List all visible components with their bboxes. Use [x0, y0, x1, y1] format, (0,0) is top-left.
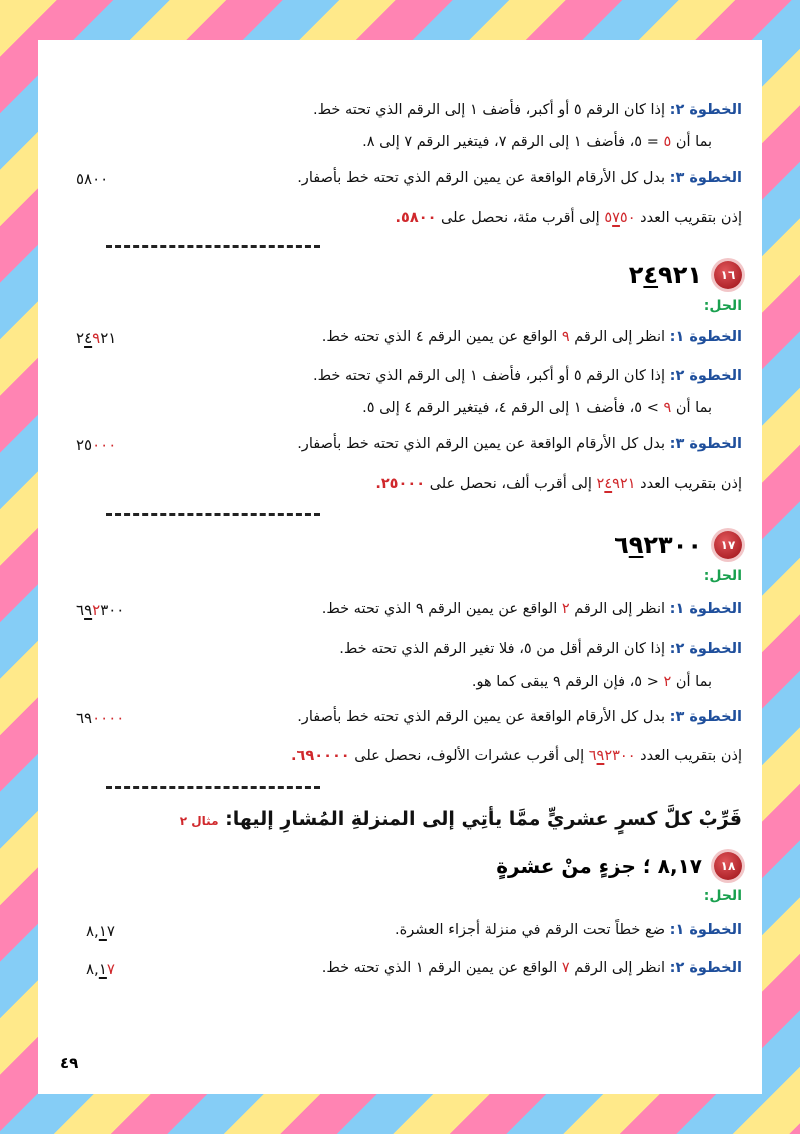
- problem-badge: ١٦: [714, 261, 742, 289]
- section-heading: [180, 808, 742, 830]
- step-label: الخطوة ٣:: [669, 170, 742, 186]
- solution-label: [56, 888, 742, 916]
- dashed-divider: [106, 513, 320, 516]
- red-digit: ٥: [663, 134, 672, 150]
- step-label: الخطوة ٣:: [669, 709, 742, 725]
- step-label: الخطوة ٣:: [669, 436, 742, 452]
- step-label: الخطوة ١:: [669, 329, 742, 345]
- problem-text: ٨,١٧ ؛ جزءٍ منْ عشرةٍ: [496, 854, 702, 878]
- step-line: [56, 709, 742, 737]
- step-label: الخطوة ٢:: [669, 102, 742, 118]
- text: الواقع عن يمين الرقم ٤ الذي تحته خط.: [321, 329, 562, 345]
- problem-17: [614, 525, 742, 565]
- problem-badge: ١٧: [714, 531, 742, 559]
- step-text: ضع خطاً تحت الرقم في منزلة أجزاء العشرة.: [395, 922, 670, 938]
- step-line: [56, 170, 742, 198]
- step-line: الخطوة ١: انظر إلى الرقم ٢ الواقع عن يمين الرقم ٩ الذي تحته خط. ٦٩٢٣٠٠: [76, 601, 742, 619]
- red-digit: ٢: [663, 674, 672, 690]
- step-line: [56, 436, 742, 464]
- explanation-line: بما أن ٩ > ٥، فأضف ١ إلى الرقم ٤، فيتغير الرقم ٤ إلى ٥.: [362, 400, 712, 416]
- step-label: الخطوة ١:: [669, 601, 742, 617]
- red-digit: ٢: [561, 601, 570, 617]
- problem-number: ٦٩٢٣٠٠: [614, 531, 702, 559]
- dashed-divider: [106, 245, 320, 248]
- text: انظر إلى الرقم: [569, 329, 670, 345]
- step-number: ٨,١٧: [86, 922, 115, 940]
- step-line: [56, 368, 742, 396]
- step-line: الخطوة ٢: انظر إلى الرقم ٧ الواقع عن يمين الرقم ١ الذي تحته خط. ٨,١٧: [86, 960, 742, 978]
- conclusion-line: [56, 210, 742, 238]
- underlined-digit: ٧: [612, 210, 620, 226]
- digit: ٥٠: [619, 210, 636, 226]
- step-label: الخطوة ٢:: [669, 960, 742, 976]
- conclusion-line: إذن بتقريب العدد ٦٩٢٣٠٠ إلى أقرب عشرات الألوف، نحصل على ٦٩٠٠٠٠.: [291, 748, 742, 764]
- step-label: الخطوة ٢:: [669, 641, 742, 657]
- step-number: ٥٨٠٠: [76, 170, 109, 188]
- example-ref: مثال ٢: [179, 814, 219, 828]
- step-text: بدل كل الأرقام الواقعة عن يمين الرقم الذي تحته خط بأصفار.: [297, 709, 670, 725]
- step-text: بدل كل الأرقام الواقعة عن يمين الرقم الذي تحته خط بأصفار.: [297, 170, 670, 186]
- solution-label: [56, 298, 742, 326]
- step-line: [56, 102, 742, 130]
- step-line: [56, 922, 742, 950]
- explanation-line: بما أن ٢ < ٥، فإن الرقم ٩ يبقى كما هو.: [471, 674, 712, 690]
- text: = ٥، فأضف ١ إلى الرقم ٧، فيتغير الرقم ٧ إلى ٨.: [362, 134, 664, 150]
- step-number: ٢٤٩٢١: [76, 329, 117, 347]
- step-number: ٦٩٢٣٠٠: [76, 601, 125, 619]
- solution-label: [56, 568, 742, 596]
- text: بما أن: [671, 134, 712, 150]
- solution-label-text: الحل:: [703, 298, 742, 314]
- step-number: ٢٥٠٠٠: [76, 436, 117, 454]
- answer: ٦٩٠٠٠٠.: [291, 748, 350, 764]
- step-text: بدل كل الأرقام الواقعة عن يمين الرقم الذي تحته خط بأصفار.: [297, 436, 670, 452]
- explanation-line: [56, 134, 712, 162]
- digit: ٥: [604, 210, 613, 226]
- step-line: [56, 329, 742, 357]
- problem-badge: ١٨: [714, 852, 742, 880]
- conclusion-line: إذن بتقريب العدد ٢٤٩٢١ إلى أقرب ألف، نحصل على ٢٥٠٠٠.: [375, 476, 742, 492]
- step-label: الخطوة ٢:: [669, 368, 742, 384]
- step-number: ٨,١٧: [86, 960, 115, 978]
- dashed-divider: [106, 786, 320, 789]
- step-text: إذا كان الرقم ٥ أو أكبر، فأضف ١ إلى الرقم الذي تحته خط.: [313, 102, 670, 118]
- step-label: الخطوة ١:: [669, 922, 742, 938]
- heading-text: قَرِّبْ كلَّ كسرٍ عشريٍّ ممَّا يأتِي إلى المنزلةِ المُشارِ إليها:: [225, 808, 742, 830]
- page-number: ٤٩: [60, 1054, 79, 1072]
- step-text: إذا كان الرقم أقل من ٥، فلا تغير الرقم الذي تحته خط.: [339, 641, 670, 657]
- red-digit: ٧: [561, 960, 570, 976]
- step-text: إذا كان الرقم ٥ أو أكبر، فأضف ١ إلى الرقم الذي تحته خط.: [313, 368, 670, 384]
- problem-16: [629, 255, 742, 295]
- answer: ٢٥٠٠٠.: [375, 476, 426, 492]
- worksheet-page: [38, 40, 762, 1094]
- solution-label-text: الحل:: [703, 568, 742, 584]
- red-digit: ٩: [663, 400, 672, 416]
- red-digit: ٩: [561, 329, 570, 345]
- text: إذن بتقريب العدد: [635, 210, 742, 226]
- step-number: ٦٩٠٠٠٠: [76, 709, 125, 727]
- text: إلى أقرب مئة، نحصل على: [436, 210, 605, 226]
- step-line: [56, 641, 742, 669]
- answer: ٥٨٠٠.: [395, 210, 437, 226]
- solution-label-text: الحل:: [703, 888, 742, 904]
- problem-number: ٢٤٩٢١: [628, 261, 702, 289]
- problem-18: [496, 846, 742, 886]
